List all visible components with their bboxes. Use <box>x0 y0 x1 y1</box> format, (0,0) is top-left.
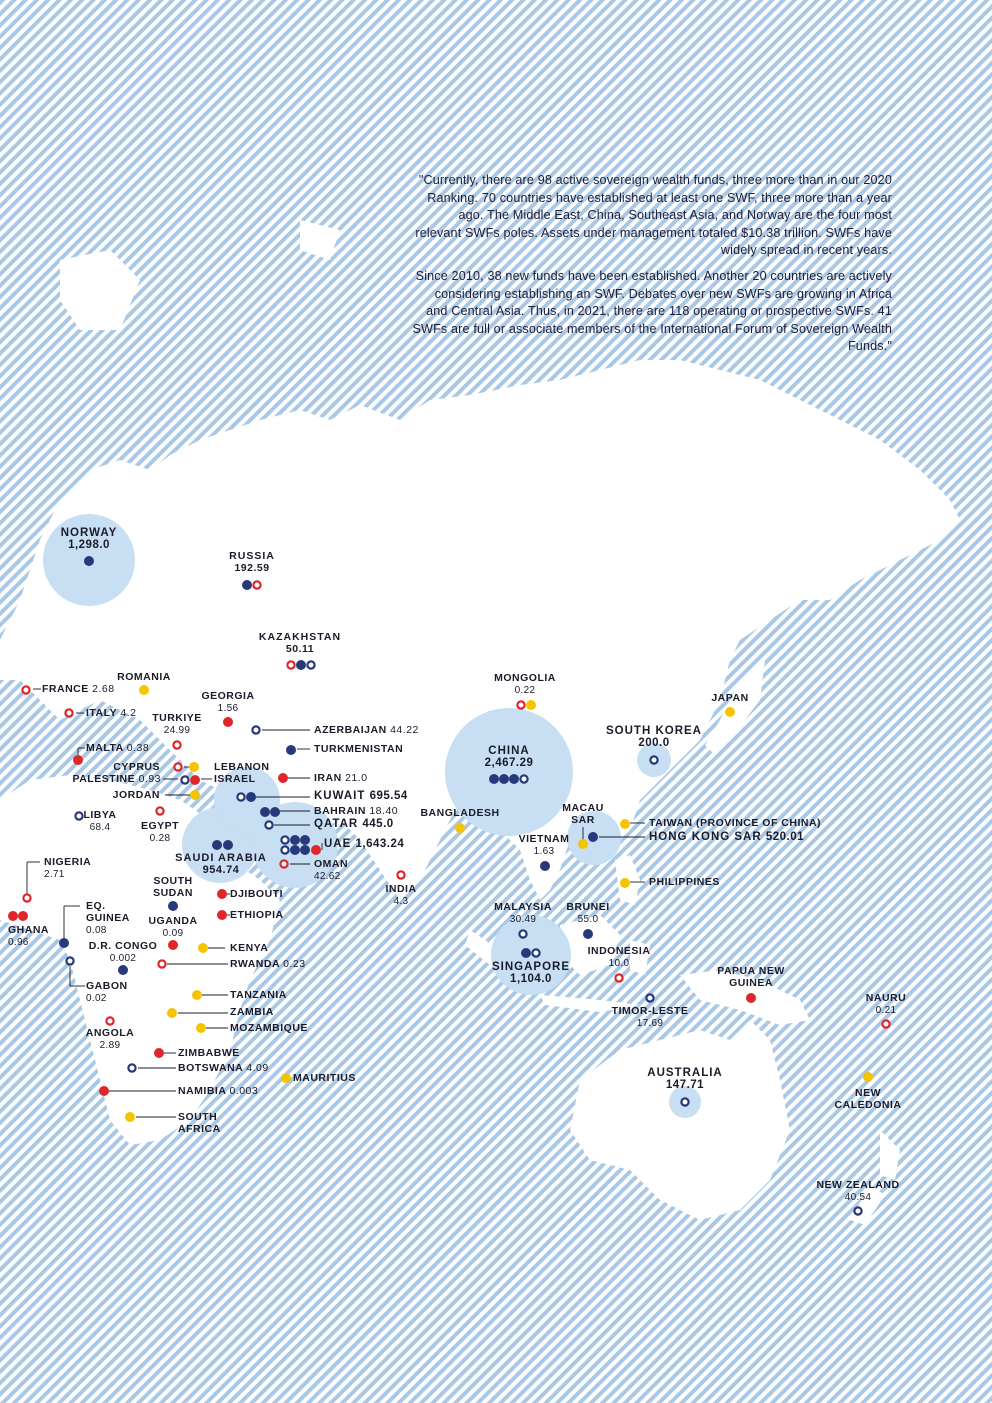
nauru-value: 0.21 <box>875 1005 897 1016</box>
timor-leste-navy-ring-icon-78 <box>646 994 653 1001</box>
hong-kong-value: 520.01 <box>765 831 805 843</box>
italy-name: ITALY <box>86 707 117 719</box>
qatar-navy-ring-icon-26 <box>265 821 272 828</box>
japan-yellow-dot-icon-66 <box>725 707 735 717</box>
mauritius-name: MAURITIUS <box>293 1072 356 1084</box>
georgia-value: 1.56 <box>217 703 239 714</box>
dr-congo-name: D.R. CONGO <box>88 940 158 952</box>
botswana-value: 4.09 <box>246 1062 269 1074</box>
norway-navy-dot-icon-0 <box>84 556 94 566</box>
tanzania-name: TANZANIA <box>230 989 287 1001</box>
png-red-dot-icon-79 <box>746 993 756 1003</box>
label-south-sudan: SOUTH SUDAN <box>153 875 193 899</box>
south-sudan-navy-dot-icon-38 <box>168 901 178 911</box>
france-value: 2.68 <box>92 683 115 695</box>
kazakhstan-value: 50.11 <box>285 643 315 655</box>
azerbaijan-value: 44.22 <box>390 724 419 736</box>
label-malta <box>86 742 149 754</box>
bahrain-name: BAHRAIN <box>314 805 366 817</box>
mongolia-yellow-dot-icon-60 <box>526 700 536 710</box>
kazakhstan-name: KAZAKHSTAN <box>258 631 342 643</box>
qatar-value: 445.0 <box>362 818 394 830</box>
label-gabon <box>86 980 128 1005</box>
label-oman <box>314 858 348 883</box>
france-name: FRANCE <box>42 683 89 695</box>
china-name: CHINA <box>488 745 530 757</box>
china-navy-dot-icon-63 <box>509 774 519 784</box>
ghana-red-dot-icon-43 <box>18 911 28 921</box>
uae-navy-dot-icon-28 <box>290 835 300 845</box>
label-angola <box>86 1027 135 1052</box>
label-lebanon <box>214 761 269 773</box>
kazakhstan-red-ring-icon-3 <box>287 661 294 668</box>
uae-navy-ring-icon-27 <box>281 836 288 843</box>
egypt-red-ring-icon-25 <box>156 807 163 814</box>
label-israel <box>214 773 256 785</box>
rwanda-name: RWANDA <box>230 958 280 970</box>
oman-red-ring-icon-36 <box>280 860 287 867</box>
new-caledonia-yellow-dot-icon-82 <box>863 1072 873 1082</box>
turkiye-name: TURKIYE <box>152 712 202 724</box>
kuwait-navy-ring-icon-20 <box>237 793 244 800</box>
mongolia-name: MONGOLIA <box>494 672 556 684</box>
new-zealand-value: 40.54 <box>844 1192 872 1203</box>
eq-guinea-value: 0.08 <box>86 925 107 936</box>
singapore-navy-ring-icon-76 <box>532 949 539 956</box>
turkmenistan-navy-dot-icon-13 <box>286 745 296 755</box>
palestine-name: PALESTINE <box>72 773 136 785</box>
jordan-name: JORDAN <box>112 789 160 801</box>
namibia-name: NAMIBIA <box>178 1085 227 1097</box>
label-eq-guinea <box>86 900 130 937</box>
label-libya <box>83 809 116 834</box>
timor-leste-value: 17.69 <box>636 1018 664 1029</box>
zambia-yellow-dot-icon-51 <box>167 1008 177 1018</box>
label-saudi <box>175 852 267 876</box>
malaysia-name: MALAYSIA <box>494 901 552 913</box>
libya-navy-ring-icon-24 <box>75 812 82 819</box>
bahrain-value: 18.40 <box>369 805 399 817</box>
label-kazakhstan <box>259 631 341 655</box>
vietnam-navy-dot-icon-71 <box>540 861 550 871</box>
label-namibia <box>178 1085 258 1097</box>
nigeria-value: 2.71 <box>44 869 65 880</box>
libya-value: 68.4 <box>89 822 111 833</box>
label-vietnam <box>519 833 570 858</box>
botswana-navy-ring-icon-55 <box>128 1064 135 1071</box>
label-romania <box>117 671 171 683</box>
new-zealand-navy-ring-icon-83 <box>854 1207 861 1214</box>
zimbabwe-name: ZIMBABWE <box>178 1047 240 1059</box>
label-nauru <box>866 992 906 1017</box>
label-jordan <box>113 789 160 801</box>
russia-name: RUSSIA <box>229 550 275 562</box>
hong-kong-navy-dot-icon-69 <box>588 832 598 842</box>
label-timor-leste <box>612 1005 689 1030</box>
quote-paragraph-1: "Currently, there are 98 active sovereign wealth funds, three more than in our 2020 Ranking. 70 countries have established at least one SWF, three more than a year ago. The Middle East, China, Southeast Asia, and Norway are the four most relevant SWFs poles. Assets under management totaled $10.38 trillion. SWFs have widely spread in recent years. <box>415 173 892 258</box>
quote-block <box>410 172 892 364</box>
mongolia-value: 0.22 <box>514 685 536 696</box>
namibia-value: 0.003 <box>229 1085 259 1097</box>
libya-name: LIBYA <box>83 809 117 821</box>
label-japan <box>711 692 748 704</box>
bangladesh-name: BANGLADESH <box>420 807 500 819</box>
lebanon-name: LEBANON <box>214 761 270 773</box>
qatar-name: QATAR <box>314 818 359 830</box>
label-iran <box>314 772 368 784</box>
eq-guinea-navy-dot-icon-44 <box>59 938 69 948</box>
label-ethiopia <box>230 909 284 921</box>
uae-navy-dot-icon-32 <box>300 845 310 855</box>
turkiye-red-ring-icon-10 <box>173 741 180 748</box>
label-china <box>485 745 534 769</box>
zimbabwe-red-dot-icon-54 <box>154 1048 164 1058</box>
new-zealand-name: NEW ZEALAND <box>816 1179 900 1191</box>
label-qatar <box>314 818 394 830</box>
label-philippines <box>649 876 720 888</box>
ghana-name: GHANA <box>8 924 49 936</box>
label-palestine <box>72 773 161 785</box>
eq-guinea-name: EQ. GUINEA <box>86 900 130 924</box>
singapore-navy-dot-icon-75 <box>521 948 531 958</box>
egypt-value: 0.28 <box>149 833 171 844</box>
cyprus-red-ring-icon-14 <box>174 763 181 770</box>
kuwait-name: KUWAIT <box>314 790 366 802</box>
malta-red-dot-icon-12 <box>73 755 83 765</box>
china-value: 2,467.29 <box>484 757 534 769</box>
gabon-navy-ring-icon-49 <box>66 957 73 964</box>
label-hong-kong <box>649 831 804 843</box>
label-france <box>42 683 115 695</box>
france-red-ring-icon-6 <box>22 686 29 693</box>
djibouti-red-dot-icon-39 <box>217 889 227 899</box>
label-cyprus <box>113 761 160 773</box>
uae-navy-dot-icon-29 <box>300 835 310 845</box>
israel-red-dot-icon-17 <box>190 775 200 785</box>
dr-congo-value: 0.002 <box>109 953 137 964</box>
romania-yellow-dot-icon-7 <box>139 685 149 695</box>
nigeria-red-ring-icon-37 <box>23 894 30 901</box>
label-kuwait <box>314 790 408 802</box>
brunei-navy-dot-icon-74 <box>583 929 593 939</box>
label-bahrain <box>314 805 398 817</box>
uganda-red-dot-icon-45 <box>168 940 178 950</box>
iran-name: IRAN <box>314 772 342 784</box>
turkiye-value: 24.99 <box>163 725 191 736</box>
quote-paragraph-2: Since 2010, 38 new funds have been established. Another 20 countries are actively considering establishing an SWF. Debates over new SWFs are growing in Africa and Central Asia. Thus, in 2021, there are 118 operating or prospective SWFs. 41 SWFs are full or associate members of the International Forum of Sovereign Wealth Funds." <box>412 268 892 354</box>
label-zimbabwe <box>178 1047 240 1059</box>
label-tanzania <box>230 989 287 1001</box>
ghana-value: 0.96 <box>8 937 29 948</box>
kuwait-navy-dot-icon-21 <box>246 792 256 802</box>
uae-navy-dot-icon-31 <box>290 845 300 855</box>
saudi-navy-dot-icon-35 <box>223 840 233 850</box>
label-nigeria <box>44 856 91 881</box>
lebanon-yellow-dot-icon-15 <box>189 762 199 772</box>
label-bangladesh <box>420 807 499 819</box>
australia-navy-ring-icon-81 <box>681 1098 688 1105</box>
label-new-caledonia: NEW CALEDONIA <box>834 1087 902 1111</box>
georgia-name: GEORGIA <box>201 690 255 702</box>
rwanda-value: 0.23 <box>283 958 306 970</box>
italy-value: 4.2 <box>120 707 137 719</box>
hong-kong-name: HONG KONG SAR <box>649 831 762 843</box>
australia-name: AUSTRALIA <box>647 1067 723 1079</box>
russia-navy-dot-icon-1 <box>242 580 252 590</box>
uae-name: UAE <box>324 838 352 850</box>
label-ghana <box>8 924 49 949</box>
ghana-red-dot-icon-42 <box>8 911 18 921</box>
zambia-name: ZAMBIA <box>230 1006 274 1018</box>
egypt-name: EGYPT <box>140 820 180 832</box>
mozambique-yellow-dot-icon-53 <box>196 1023 206 1033</box>
label-turkmenistan <box>314 743 403 755</box>
south-africa-yellow-dot-icon-58 <box>125 1112 135 1122</box>
uganda-name: UGANDA <box>148 915 198 927</box>
uae-navy-ring-icon-30 <box>281 846 288 853</box>
vietnam-name: VIETNAM <box>518 833 570 845</box>
namibia-red-dot-icon-57 <box>99 1086 109 1096</box>
label-india <box>385 883 416 908</box>
label-turkiye <box>152 712 202 737</box>
angola-name: ANGOLA <box>85 1027 135 1039</box>
russia-value: 192.59 <box>234 562 270 574</box>
vietnam-value: 1.63 <box>533 846 555 857</box>
tanzania-yellow-dot-icon-50 <box>192 990 202 1000</box>
label-singapore <box>492 961 570 985</box>
china-navy-ring-icon-64 <box>520 775 527 782</box>
norway-name: NORWAY <box>60 527 118 539</box>
label-taiwan <box>649 817 821 829</box>
kazakhstan-navy-ring-icon-5 <box>307 661 314 668</box>
malaysia-navy-ring-icon-73 <box>519 930 526 937</box>
philippines-name: PHILIPPINES <box>649 876 720 888</box>
oman-name: OMAN <box>314 858 349 870</box>
russia-red-ring-icon-2 <box>253 581 260 588</box>
singapore-value: 1,104.0 <box>510 973 552 985</box>
gabon-name: GABON <box>86 980 128 992</box>
label-zambia <box>230 1006 274 1018</box>
norway-value: 1,298.0 <box>68 539 110 551</box>
label-djibouti <box>230 888 283 900</box>
kenya-name: KENYA <box>230 942 269 954</box>
south-korea-navy-ring-icon-65 <box>650 756 657 763</box>
indonesia-red-ring-icon-77 <box>615 974 622 981</box>
botswana-name: BOTSWANA <box>178 1062 243 1074</box>
malta-name: MALTA <box>86 742 124 754</box>
kenya-yellow-dot-icon-47 <box>198 943 208 953</box>
label-malaysia <box>494 901 552 926</box>
malaysia-value: 30.49 <box>509 914 537 925</box>
kazakhstan-navy-dot-icon-4 <box>296 660 306 670</box>
uganda-value: 0.09 <box>162 928 184 939</box>
djibouti-name: DJIBOUTI <box>230 888 284 900</box>
angola-red-ring-icon-52 <box>106 1017 113 1024</box>
label-azerbaijan <box>314 724 419 736</box>
rwanda-red-ring-icon-48 <box>158 960 165 967</box>
ethiopia-name: ETHIOPIA <box>230 909 284 921</box>
cyprus-name: CYPRUS <box>113 761 160 773</box>
label-indonesia <box>588 945 651 970</box>
label-new-zealand <box>816 1179 899 1204</box>
label-italy <box>86 707 136 719</box>
label-macau: MACAU SAR <box>562 802 604 826</box>
nauru-name: NAURU <box>865 992 907 1004</box>
label-brunei <box>566 901 609 926</box>
south-korea-name: SOUTH KOREA <box>606 725 702 737</box>
south-korea-value: 200.0 <box>638 737 670 749</box>
timor-leste-name: TIMOR-LESTE <box>611 1005 689 1017</box>
singapore-name: SINGAPORE <box>491 961 571 973</box>
taiwan-name: TAIWAN (PROVINCE OF CHINA) <box>649 817 822 829</box>
china-navy-dot-icon-62 <box>499 774 509 784</box>
mauritius-yellow-dot-icon-56 <box>281 1073 291 1083</box>
philippines-yellow-dot-icon-72 <box>620 878 630 888</box>
dr-congo-navy-dot-icon-46 <box>118 965 128 975</box>
label-south-korea <box>606 725 702 749</box>
brunei-name: BRUNEI <box>566 901 610 913</box>
brunei-value: 55.0 <box>577 914 599 925</box>
label-mauritius <box>293 1072 356 1084</box>
india-name: INDIA <box>385 883 417 895</box>
label-botswana <box>178 1062 269 1074</box>
saudi-name: SAUDI ARABIA <box>175 852 267 864</box>
uae-red-dot-icon-33 <box>311 845 321 855</box>
angola-value: 2.89 <box>99 1040 121 1051</box>
bahrain-navy-dot-icon-23 <box>270 807 280 817</box>
oman-value: 42.62 <box>314 871 341 882</box>
india-red-ring-icon-40 <box>397 871 404 878</box>
mozambique-name: MOZAMBIQUE <box>230 1022 308 1034</box>
india-value: 4.3 <box>393 896 409 907</box>
mongolia-red-ring-icon-59 <box>517 701 524 708</box>
azerbaijan-navy-ring-icon-11 <box>252 726 259 733</box>
nigeria-name: NIGERIA <box>44 856 92 868</box>
label-australia <box>647 1067 722 1091</box>
azerbaijan-name: AZERBAIJAN <box>314 724 387 736</box>
label-russia <box>229 550 275 574</box>
macau-yellow-dot-icon-68 <box>578 839 588 849</box>
palestine-value: 0.93 <box>138 773 161 785</box>
australia-value: 147.71 <box>665 1079 705 1091</box>
iran-red-dot-icon-18 <box>278 773 288 783</box>
taiwan-yellow-dot-icon-70 <box>620 819 630 829</box>
palestine-navy-ring-icon-16 <box>181 776 188 783</box>
bangladesh-yellow-dot-icon-67 <box>455 823 465 833</box>
indonesia-name: INDONESIA <box>587 945 651 957</box>
saudi-navy-dot-icon-34 <box>212 840 222 850</box>
label-mozambique <box>230 1022 308 1034</box>
indonesia-value: 10.0 <box>608 958 630 969</box>
malta-value: 0.38 <box>126 742 150 754</box>
label-uganda <box>148 915 197 940</box>
israel-name: ISRAEL <box>214 773 256 785</box>
label-uae <box>324 838 404 850</box>
label-georgia <box>201 690 254 715</box>
nauru-red-ring-icon-80 <box>882 1020 889 1027</box>
label-kenya <box>230 942 268 954</box>
japan-name: JAPAN <box>711 692 749 704</box>
romania-name: ROMANIA <box>117 671 171 683</box>
label-south-africa: SOUTH AFRICA <box>178 1111 221 1135</box>
ethiopia-red-dot-icon-41 <box>217 910 227 920</box>
bahrain-navy-dot-icon-22 <box>260 807 270 817</box>
uae-value: 1,643.24 <box>355 838 405 850</box>
label-png: PAPUA NEW GUINEA <box>717 965 785 989</box>
iran-value: 21.0 <box>345 772 368 784</box>
label-dr-congo <box>89 940 158 965</box>
label-norway <box>61 527 118 551</box>
label-egypt <box>141 820 179 845</box>
georgia-red-dot-icon-9 <box>223 717 233 727</box>
china-navy-dot-icon-61 <box>489 774 499 784</box>
saudi-value: 954.74 <box>202 864 240 876</box>
gabon-value: 0.02 <box>86 993 107 1004</box>
label-mongolia <box>494 672 556 697</box>
label-rwanda <box>230 958 306 970</box>
italy-red-ring-icon-8 <box>65 709 72 716</box>
jordan-yellow-dot-icon-19 <box>190 790 200 800</box>
kuwait-value: 695.54 <box>369 790 408 802</box>
turkmenistan-name: TURKMENISTAN <box>314 743 404 755</box>
